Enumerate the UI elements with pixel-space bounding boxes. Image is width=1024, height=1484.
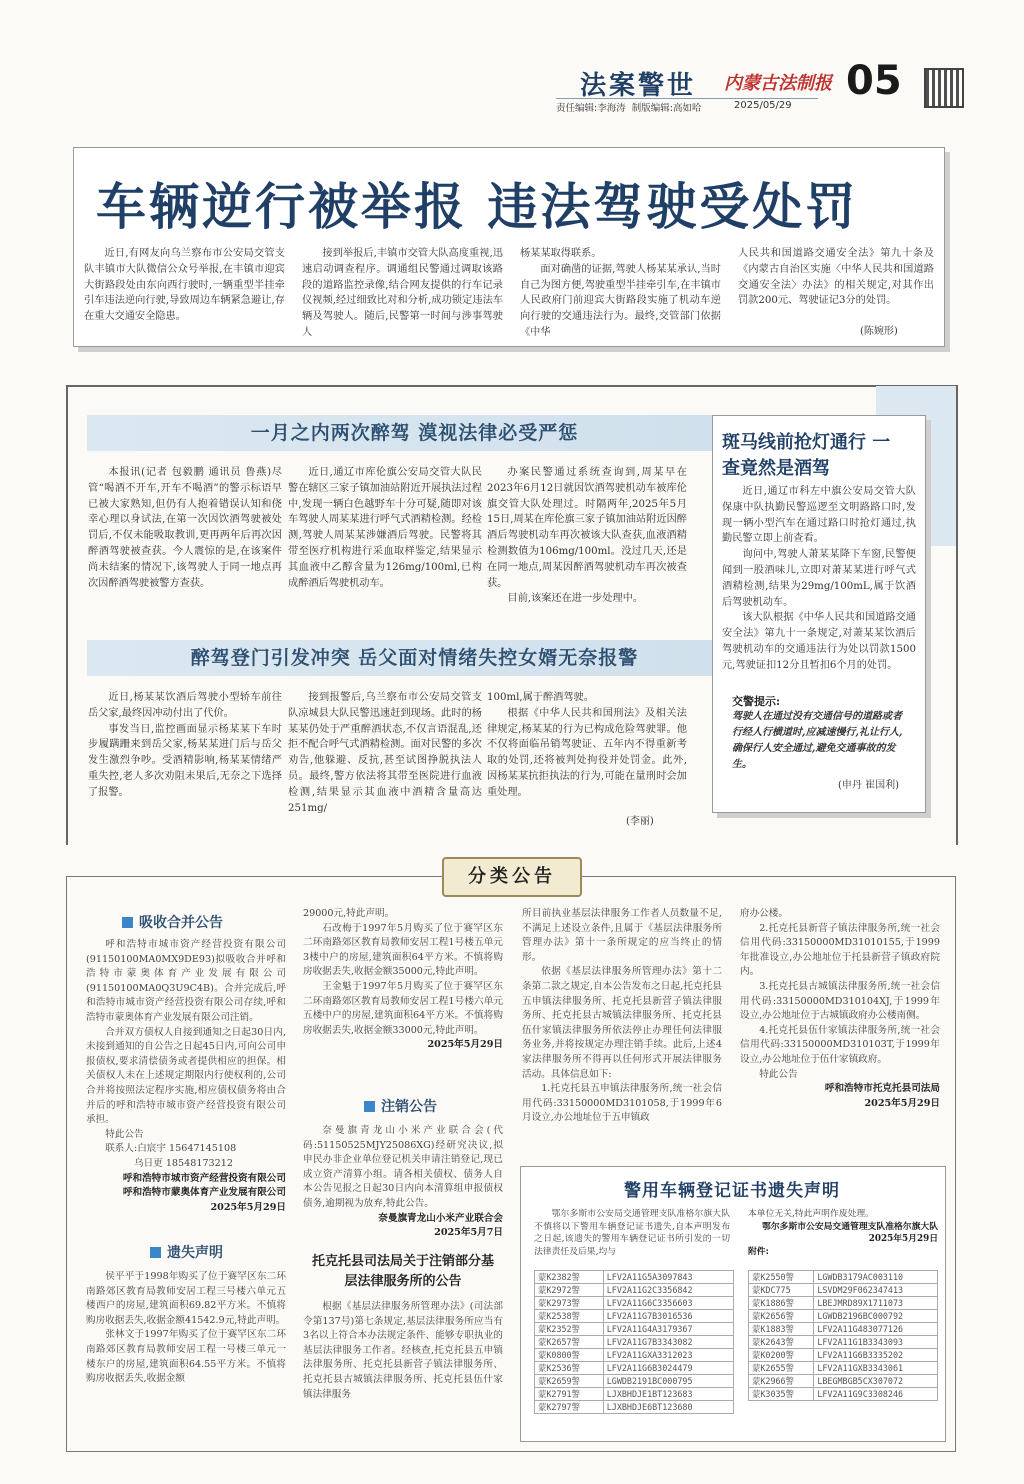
plate-number-cell: 蒙K1886警 [749, 1297, 814, 1310]
lead-byline: (陈婉形) [860, 326, 898, 337]
vin-cell: LJXBHDJE1BT123683 [603, 1388, 733, 1401]
vin-cell: LFV2A11G1B3343093 [814, 1336, 938, 1349]
paper-name-logo: 内蒙古法制报 [724, 73, 832, 94]
middle-frame-right [956, 385, 958, 845]
table-row [749, 1297, 938, 1310]
cancel-body: 奈曼旗青龙山小米产业联合会(代码:51150525MJY25086XG)经研究决议,拟申民办非企业单位登记机关申请注销登记,现已成立资产清算小组。请各相关债权、债务人自本公告见报之日起30日内向本清算组申报债权债务,逾期视为放弃,特此公告。 奈曼旗青龙山小米产业联合会 2025年5月7日 [303, 1125, 503, 1239]
sidebar-headline: 斑马线前抢灯通行 一查竟然是酒驾 [722, 432, 891, 479]
sidebar-body: 近日,通辽市科左中旗公安局交管大队保康中队执勤民警巡逻至文明路路口时,发现一辆小型汽车在通过路口时抢灯通过,执勤民警立即上前查看。 询问中,驾驶人萧某某降下车窗,民警便闻到一股酒味儿,立即对萧某某进行呼气式酒精检测,结果为29mg/100mL,属于饮酒后驾驶机动车。 该大队根据《中华人民共和国道路交通安全法》第九十一条规定,对萧某某饮酒后驾驶机动车的交通违法行为处以罚款1500元,驾驶证扣12分且暂扣6个月的处罚。 [722, 486, 916, 671]
table-row [749, 1336, 938, 1349]
table-row [749, 1362, 938, 1375]
table-row [749, 1388, 938, 1401]
police-notice-title: 警用车辆登记证书遗失声明 [624, 1181, 840, 1201]
court-body-col2: 根据《基层法律服务所管理办法》(司法部令第137号)第七条规定,基层法律服务所应当有3名以上符合本办法规定条件、能够专职执业的基层法律服务工作者。经核查,托克托县五申镇法律服务所、托克托县新营子镇法律服务所、托克托县古城镇法律服务所、托克托县伍什家镇法律服务 [303, 1301, 503, 1400]
plate-number-cell: 蒙K1883警 [749, 1323, 814, 1336]
plate-number-cell: 蒙K2966警 [749, 1375, 814, 1388]
story2-headline: 一月之内两次醉驾 漠视法律必受严惩 [87, 415, 742, 451]
lead-col-2: 接到举报后,丰镇市交管大队高度重视,迅速启动调查程序。调通组民警通过调取该路段的道路监控录像,结合网友提供的行车记录仪视频,经过细致比对和分析,成功锁定违法车辆及驾驶人。随后,民警第一时间与涉事驾驶人 [302, 248, 503, 338]
lead-col-3: 杨某某取得联系。 面对确凿的证据,驾驶人杨某某承认,当时自己为图方便,驾驶重型半挂牵引车,在丰镇市人民政府门前迎宾大街路段实施了机动车逆向行驶的交通违法行为。最终,交管部门依据《中华 [520, 248, 721, 338]
editor-line: 责任编辑:李海涛 制版编辑:高如哈 [556, 103, 702, 114]
court-body-col3: 所目前执业基层法律服务工作者人员数量不足,不满足上述设立条件,且属于《基层法律服务所管理办法》第十一条所规定的应当终止的情形。 依据《基层法律服务所管理办法》第十二条第二款之规定,自本公告发布之日起,托克托县五申镇法律服务所、托克托县新营子镇法律服务所、托克托县古城镇法律服务所、托克托县伍什家镇法律服务所依法停止办理任何法律服务业务,并将按规定办理注销手续。此后,上述4家法律服务所不得再以任何形式开展法律服务活动。具体信息如下: 1.托克托县五申镇法律服务所,统一社会信用代码:33150000MD3101058,于1999年6月设立,办公地址位于五申镇政 [522, 908, 722, 1124]
plate-number-cell: 蒙K2791警 [535, 1388, 604, 1401]
table-row [749, 1349, 938, 1362]
square-bullet-icon [122, 917, 133, 928]
qr-code-icon [926, 70, 962, 106]
story2-col-2: 近日,通辽市库伦旗公安局交管大队民警在辖区三家子镇加油站附近开展执法过程中,发现一辆白色越野车十分可疑,随即对该车驾驶人周某某进行呼气式酒精检测。经检测,驾驶人周某某涉嫌酒后驾驶。民警将其带至医疗机构进行采血取样鉴定,结果显示其血液中乙醇含量为126mg/100ml,已构成醉酒后驾驶机动车。 [288, 467, 482, 589]
masthead [556, 60, 956, 116]
plate-number-cell: 蒙K0800警 [535, 1349, 604, 1362]
table-row [535, 1349, 734, 1362]
square-bullet-icon [150, 1247, 161, 1258]
story3-col-2: 接到报警后,乌兰察布市公安局交管支队凉城县大队民警迅速赶到现场。此时的杨某某仍处于严重醉酒状态,不仅言语混乱,还拒不配合呼气式酒精检测。面对民警的多次劝告,他躲避、反抗,甚至试图挣脱执法人员。最终,警方依法将其带至医院进行血液检测,结果显示其血液中酒精含量高达251mg/ [288, 692, 482, 814]
square-bullet-icon [364, 1101, 375, 1112]
plate-number-cell: 蒙K3035警 [749, 1388, 814, 1401]
police-body-left: 鄂尔多斯市公安局交通管理支队准格尔旗大队不慎将以下警用车辆登记证书遗失,自本声明发布之日起,该遗失的警用车辆登记证书所引发的一切法律责任及后果,均与 [534, 1209, 730, 1257]
table-row [535, 1271, 734, 1284]
table-row [749, 1271, 938, 1284]
plate-number-cell: 蒙K2538警 [535, 1310, 604, 1323]
table-row [749, 1284, 938, 1297]
lead-headline: 车辆逆行被举报 违法驾驶受处罚 [96, 177, 859, 236]
vin-cell: LFV2A11GXA3312023 [603, 1349, 733, 1362]
sidebar-tip-body: 驾驶人在通过没有交通信号的道路或者行经人行横道时,应减速慢行,礼让行人,确保行人安全通过,避免交通事故的发生。 [732, 711, 903, 770]
vin-cell: LFV2A11G7B3343082 [603, 1336, 733, 1349]
plates-table-right [748, 1270, 938, 1401]
court-title: 托克托县司法局关于注销部分基层法律服务所的公告 [311, 1254, 494, 1289]
table-row [749, 1323, 938, 1336]
plate-number-cell: 蒙K2657警 [535, 1336, 604, 1349]
plate-number-cell: 蒙K2352警 [535, 1323, 604, 1336]
plate-number-cell: 蒙K2972警 [535, 1284, 604, 1297]
story3-col-1: 近日,杨某某饮酒后驾驶小型轿车前往岳父家,最终因冲动付出了代价。 事发当日,监控画面显示杨某某下车时步履蹒跚来到岳父家,杨某某进门后与岳父发生激烈争吵。受酒精影响,杨某某情绪严重失控,老人多次劝阻未果后,无奈之下选择了报警。 [88, 692, 282, 798]
table-row [535, 1336, 734, 1349]
vin-cell: LBEJMRD89X1711073 [814, 1297, 938, 1310]
plates-table-left [534, 1270, 734, 1414]
vin-cell: LSVDM29F062347413 [814, 1284, 938, 1297]
cancel-title: 注销公告 [364, 1096, 437, 1116]
story3-byline: (李丽) [626, 816, 654, 827]
table-row [535, 1388, 734, 1401]
police-body-right: 本单位无关,特此声明作废处理。 鄂尔多斯市公安局交通管理支队准格尔旗大队 2025年5月29日 附件: [748, 1209, 938, 1257]
plate-number-cell: 蒙K2382警 [535, 1271, 604, 1284]
vin-cell: LGWDB2196BC000792 [814, 1310, 938, 1323]
table-row [535, 1375, 734, 1388]
table-row [535, 1362, 734, 1375]
sidebar-byline: (申丹 崔国利) [838, 780, 899, 791]
section-title: 法案警世 [580, 71, 697, 101]
merger-title: 吸收合并公告 [122, 912, 223, 932]
lost-body-col1: 侯平平于1998年购买了位于赛罕区东二环南路郊区教育局教师安居工程三号楼六单元五楼西户的房屋,建筑面积69.82平方米。不慎将购房收据丢失,收据金额41542.9元,特此声明。 张林文于1997年购买了位于赛罕区东二环南路郊区教育局教师安居工程一号楼三单元一楼东户的房屋,建筑面积64.55平方米。不慎将购房收据丢失,收据金额 [86, 1271, 286, 1385]
vin-cell: LFV2A11G2C3356842 [603, 1284, 733, 1297]
table-row [535, 1297, 734, 1310]
table-row [749, 1310, 938, 1323]
middle-frame-left [66, 385, 68, 845]
lead-col-1: 近日,有网友向乌兰察布市公安局交管支队丰镇市大队微信公众号举报,在丰镇市迎宾大街路段处由东向西行驶时,一辆重型半挂牵引车违法逆向行驶,导致周边车辆紧急避让,存在重大交通安全隐患。 [84, 248, 285, 323]
page-number: 05 [846, 58, 902, 104]
middle-frame-top [66, 385, 958, 387]
table-row [749, 1375, 938, 1388]
lead-col-4: 人民共和国道路交通安全法》第九十条及《内蒙古自治区实施〈中华人民共和国道路交通安全法〉办法》的相关规定,对其作出罚款200元、驾驶证记3分的处罚。 [738, 248, 934, 307]
lost-body-col2: 29000元,特此声明。 石改梅于1997年5月购买了位于赛罕区东二环南路郊区教育局教师安居工程1号楼五单元3楼中户的房屋,建筑面积64平方米。不慎将购房收据丢失,收据金额35000元,特此声明。 王金魁于1997年5月购买了位于赛罕区东二环南路郊区教育局教师安居工程1号楼六单元五楼中户的房屋,建筑面积64平方米。不慎将购房收据丢失,收据金额33000元,特此声明。 2025年5月29日 [303, 908, 503, 1051]
vin-cell: LBEGMBGB5CX307072 [814, 1375, 938, 1388]
vin-cell: LFV2A11G6B3024479 [603, 1362, 733, 1375]
table-row [535, 1284, 734, 1297]
classifieds-banner: 分类公告 [442, 857, 582, 897]
vin-cell: LFV2A11G4A3179367 [603, 1323, 733, 1336]
vin-cell: LJXBHDJE6BT123680 [603, 1401, 733, 1414]
court-body-col4: 府办公楼。 2.托克托县新营子镇法律服务所,统一社会信用代码:33150000MD31010155,于1999年批准设立,办公地址位于托县新营子镇政府院内。 3.托克托县古城镇法律服务所,统一社会信用代码:33150000MD310104XJ,于1999年设立,办公地址位于古城镇政府办公楼南侧。 4.托克托县伍什家镇法律服务所,统一社会信用代码:33150000MD310103T,于1999年设立,办公地址位于伍什家镇政府。 特此公告 呼和浩特市托克托县司法局 2025年5月29日 [740, 908, 940, 1109]
vin-cell: LGWDB2191BC000795 [603, 1375, 733, 1388]
header-rule [556, 98, 818, 99]
plate-number-cell: 蒙K2643警 [749, 1336, 814, 1349]
plate-number-cell: 蒙K0200警 [749, 1349, 814, 1362]
vin-cell: LFV2A11G5A3097843 [603, 1271, 733, 1284]
merger-body: 呼和浩特市城市资产经营投资有限公司(91150100MA0MX9DE93)拟吸收合并呼和浩特市蒙奥体育产业发展有限公司(91150100MA0Q3U9C4B)。合并完成后,呼和浩特市城市资产经营投资有限公司存续,呼和浩特市蒙奥体育产业发展有限公司注销。 合并双方债权人自接到通知之日起30日内,未接到通知的自公告之日起45日内,可向公司申报债权,要求清偿债务或者提供相应的担保。相关债权人未在上述规定期限内行使权利的,公司合并将按照法定程序实施,相应债权债务将由合并后的呼和浩特市城市资产经营投资有限公司承担。 特此公告 联系人:白宸宇 15647145108 乌日更 18548173212 呼和浩特市城市资产经营投资有限公司 呼和浩特市蒙奥体育产业发展有限公司 2025年5月29日 [86, 939, 286, 1213]
vin-cell: LFV2A11GXB3343061 [814, 1362, 938, 1375]
sidebar-tip-title: 交警提示: [732, 695, 781, 708]
plate-number-cell: 蒙K2655警 [749, 1362, 814, 1375]
vin-cell: LGWDB3179AC003110 [814, 1271, 938, 1284]
story3-col-3: 100ml,属于醉酒驾驶。 根据《中华人民共和国刑法》及相关法律规定,杨某某的行为已构成危险驾驶罪。他不仅将面临吊销驾驶证、五年内不得重新考取的处罚,还将被判处拘役并处罚金。此外,因杨某某抗拒执法的行为,可能在量刑时会加重处理。 [487, 692, 687, 798]
vin-cell: LFV2A11G9C3308246 [814, 1388, 938, 1401]
plate-number-cell: 蒙K2973警 [535, 1297, 604, 1310]
story2-col-3: 办案民警通过系统查询到,周某早在2023年6月12日就因饮酒驾驶机动车被库伦旗交管大队处理过。时隔两年,2025年5月15日,周某在库伦旗三家子镇加油站附近因醉酒后驾驶机动车再次被该大队查获,血液酒精检测数值为106mg/100ml。没过几天,还是在同一地点,周某因醉酒驾驶机动车再次被查获。 目前,该案还在进一步处理中。 [487, 467, 687, 605]
plate-number-cell: 蒙K2536警 [535, 1362, 604, 1375]
plate-number-cell: 蒙K2659警 [535, 1375, 604, 1388]
issue-date: 2025/05/29 [734, 100, 792, 111]
vin-cell: LFV2A11G6B3335202 [814, 1349, 938, 1362]
vin-cell: LFV2A11G6C3356603 [603, 1297, 733, 1310]
table-row [535, 1401, 734, 1414]
story2-col-1: 本报讯(记者 包毅鹏 通讯员 鲁燕)尽管“喝酒不开车,开车不喝酒”的警示标语早已被大家熟知,但仍有人抱着错误认知和侥幸心理以身试法,在第一次因饮酒驾驶被处罚后,不仅未能吸取教训,更再两年后再次因醉酒驾驶被查获。今人震惊的是,在该案件尚未结案的情况下,该驾驶人于同一地点再次因醉酒驾驶被警方查获。 [88, 467, 282, 589]
story3-headline: 醉驾登门引发冲突 岳父面对情绪失控女婿无奈报警 [87, 640, 742, 676]
plate-number-cell: 蒙K2550警 [749, 1271, 814, 1284]
table-row [535, 1310, 734, 1323]
plate-number-cell: 蒙K2797警 [535, 1401, 604, 1414]
plate-number-cell: 蒙KDC775 [749, 1284, 814, 1297]
lost-title: 遗失声明 [150, 1242, 223, 1262]
table-row [535, 1323, 734, 1336]
vin-cell: LFV2A11G483077126 [814, 1323, 938, 1336]
vin-cell: LFV2A11G7B3016536 [603, 1310, 733, 1323]
plate-number-cell: 蒙K2656警 [749, 1310, 814, 1323]
